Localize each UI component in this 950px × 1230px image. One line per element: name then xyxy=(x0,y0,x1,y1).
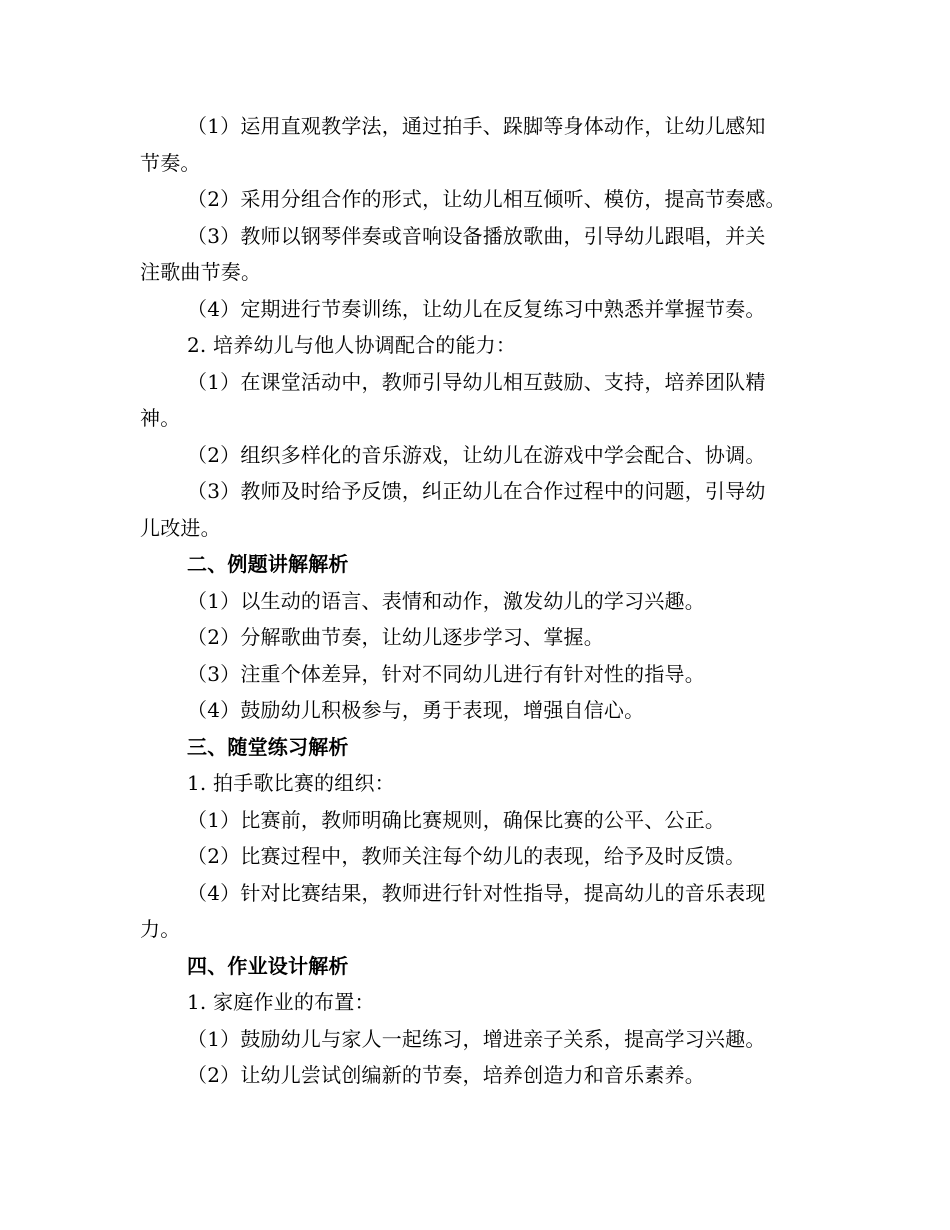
numbered-item: 2. 培养幼儿与他人协调配合的能力： xyxy=(187,333,517,357)
paragraph-line: （4）定期进行节奏训练，让幼儿在反复练习中熟悉并掌握节奏。 xyxy=(187,296,766,321)
paragraph-line: （4）针对比赛结果，教师进行针对性指导，提高幼儿的音乐表现 xyxy=(187,880,766,905)
numbered-item: 1. 拍手歌比赛的组织： xyxy=(187,771,395,795)
paragraph-line: （1）鼓励幼儿与家人一起练习，增进亲子关系，提高学习兴趣。 xyxy=(187,1026,766,1051)
paragraph-line: （1）运用直观教学法，通过拍手、跺脚等身体动作，让幼儿感知 xyxy=(187,114,766,138)
paragraph-line: （2）比赛过程中，教师关注每个幼儿的表现，给予及时反馈。 xyxy=(187,844,746,868)
document-body xyxy=(140,108,810,1094)
numbered-item: 1. 家庭作业的布置： xyxy=(187,990,375,1014)
section-heading: 三、随堂练习解析 xyxy=(187,734,349,759)
paragraph-line: （1）以生动的语言、表情和动作，激发幼儿的学习兴趣。 xyxy=(187,588,705,613)
section-heading: 四、作业设计解析 xyxy=(187,953,349,978)
paragraph-line: （4）鼓励幼儿积极参与，勇于表现，增强自信心。 xyxy=(187,698,645,722)
paragraph-line: 注歌曲节奏。 xyxy=(140,260,262,284)
paragraph-line: 儿改进。 xyxy=(140,515,221,540)
paragraph-line: （1）在课堂活动中，教师引导幼儿相互鼓励、支持，培养团队精 xyxy=(187,369,766,394)
section-heading: 二、例题讲解解析 xyxy=(187,552,349,576)
paragraph-line: 神。 xyxy=(140,406,181,430)
paragraph-line: （2）组织多样化的音乐游戏，让幼儿在游戏中学会配合、协调。 xyxy=(187,442,766,467)
paragraph-line: （1）比赛前，教师明确比赛规则，确保比赛的公平、公正。 xyxy=(187,807,726,832)
paragraph-line: （3）教师及时给予反馈，纠正幼儿在合作过程中的问题，引导幼 xyxy=(187,479,766,503)
paragraph-line: 力。 xyxy=(140,917,181,941)
paragraph-line: （3）教师以钢琴伴奏或音响设备播放歌曲，引导幼儿跟唱，并关 xyxy=(187,223,766,248)
paragraph-line: （3）注重个体差异，针对不同幼儿进行有针对性的指导。 xyxy=(187,661,705,686)
paragraph-line: （2）采用分组合作的形式，让幼儿相互倾听、模仿，提高节奏感。 xyxy=(187,187,786,211)
paragraph-line: 节奏。 xyxy=(140,150,201,175)
paragraph-line: （2）让幼儿尝试创编新的节奏，培养创造力和音乐素养。 xyxy=(187,1063,705,1087)
paragraph-line: （2）分解歌曲节奏，让幼儿逐步学习、掌握。 xyxy=(187,625,604,649)
